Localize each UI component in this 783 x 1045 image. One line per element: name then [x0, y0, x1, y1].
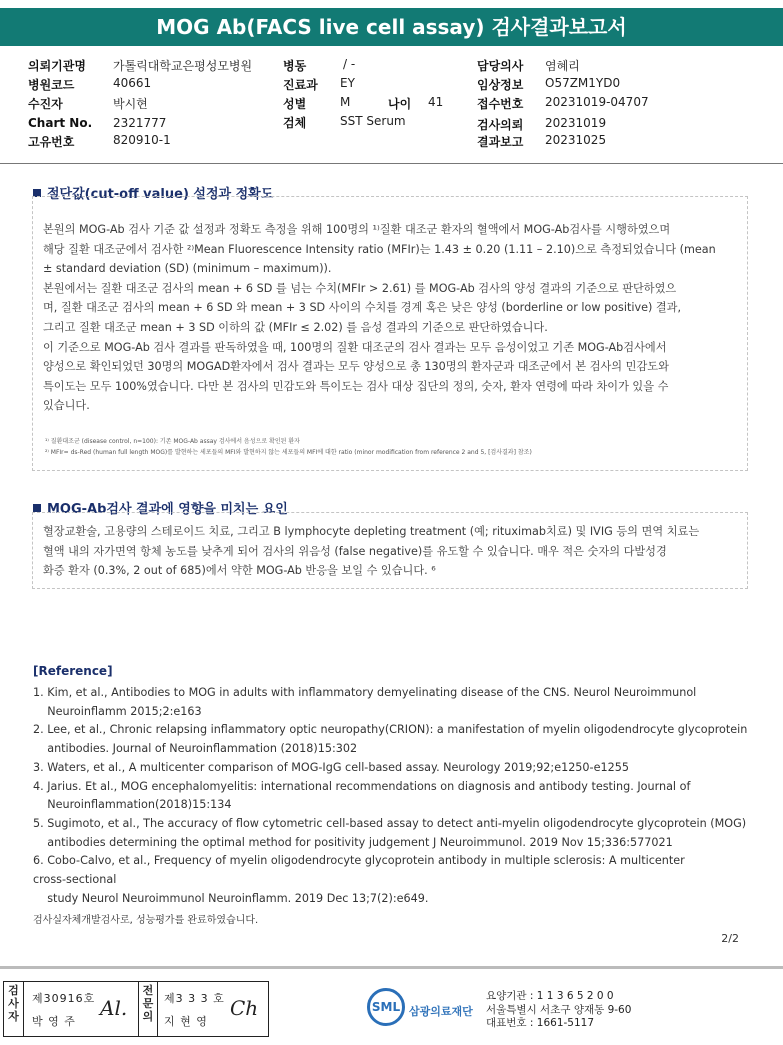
info-value: O57ZM1YD0 — [545, 76, 621, 90]
info-label: 임상정보 — [477, 78, 524, 92]
info-value: 20231019 — [545, 116, 607, 130]
square-bullet-icon — [33, 504, 41, 512]
info-label: 성별 — [283, 97, 307, 111]
info-label: 의뢰기관명 — [28, 59, 86, 73]
footnote: ¹⁾ 질환대조군 (disease control, n=100): 기존 MOG-Ab assay 검사에서 음성으로 확인된 환자 — [45, 438, 300, 445]
info-value: SST Serum — [340, 114, 406, 128]
reference-list: 1. Kim, et al., Antibodies to MOG in adults with inflammatory demyelinating disease of the CNS. Neurol Neuroimmunol Neuroinflamm 2015;2:e163 2. Lee, et al., Chronic relapsing inflammatory optic neuropathy(CRION): a manifestation of myelin oligodendrocyte glycoprotein antibodies. Journal of Neuroinflammation (2018)15:302 3. Waters, et al., A multicenter comparison of MOG-IgG cell-based assay. Neurology 2019;92;e1250-e1255 4. Jarius. Et al., MOG encephalomyelitis: international recommendations on diagnosis and antibody testing. Journal of Neuroinflammation(2018)15:134 5. Sugimoto, et al., The accuracy of flow cytometric cell-based assay to detect anti-myelin oligodendrocyte glycoprotein (MOG) antibodies determining the optimal method for positivity judgement J Neuroimmunol. 2019 Nov 15;336:577021 6. Cobo-Calvo, et al., Frequency of myelin oligodendrocyte glycoprotein antibody in multiple sclerosis: A multicenter cross-sectional study Neurol Neuroimmunol Neuroinflamm. 2019 Dec 13;7(2):e649. — [33, 686, 748, 905]
footnote: ²⁾ MFIr= ds-Red (human full length MOG)를 발현하는 세포들의 MFI와 발현하지 않는 세포들의 MFI에 대한 ratio (minor modification from reference 2 and 5, [검사결과] 참조) — [45, 449, 532, 456]
info-value: 40661 — [113, 76, 152, 90]
reference-title: [Reference] — [33, 664, 113, 678]
info-label: 고유번호 — [28, 135, 75, 149]
info-value: 2321777 — [113, 116, 167, 130]
info-value: 820910-1 — [113, 133, 171, 147]
tester-signature: Al. — [100, 996, 128, 1020]
info-label: 검체 — [283, 116, 307, 130]
info-value: 박시현 — [113, 97, 148, 111]
section-cutoff-text: 본원의 MOG-Ab 검사 기준 값 설정과 정확도 측정을 위해 100명의 ¹⁾질환 대조군 환자의 혈액에서 MOG-Ab검사를 시행하였으며 해당 질환 대조군에서 검사한 ²⁾Mean Fluorescence Intensity ratio (MFIr)는 1.43 ± 0.20 (1.11 – 2.10)으로 측정되었습니다 (mean ± standard deviation (SD) (minimum – maximum)). 본원에서는 질환 대조군 검사의 mean + 6 SD 를 넘는 수치(MFIr > 2.61) 를 MOG-Ab 검사의 양성 결과의 기준으로 판단하였으 며, 질환 대조군 검사의 mean + 6 SD 와 mean + 3 SD 사이의 수치를 경계 혹은 낮은 양성 (borderline or low positive) 결과, 그리고 질환 대조군 mean + 3 SD 이하의 값 (MFIr ≤ 2.02) 를 음성 결과의 기준으로 판단하였습니다. 이 기준으로 MOG-Ab 검사 결과를 판독하였을 때, 100명의 질환 대조군의 검사 결과는 모두 음성이었고 기존 MOG-Ab검사에서 양성으로 확인되었던 30명의 MOGAD환자에서 검사 결과는 모두 양성으로 총 130명의 환자군과 대조군에서 본 검사의 민감도와 특이도는 모두 100%였습니다. 다만 본 검사의 민감도와 특이도는 검사 대상 집단의 정의, 숫자, 환자 연령에 따라 차이가 있을 수 있습니다. — [43, 223, 716, 413]
specialist-signature: Ch — [230, 996, 259, 1020]
info-label: 접수번호 — [477, 97, 524, 111]
info-value: 20231019-04707 — [545, 95, 649, 109]
info-label: 결과보고 — [477, 135, 524, 149]
company-name: 삼광의료재단 — [409, 1005, 473, 1018]
info-value: M — [340, 95, 351, 109]
info-label: 수진자 — [28, 97, 63, 111]
info-value: 가톨릭대학교은평성모병원 — [113, 59, 253, 73]
tester-name: 박 영 주 — [32, 1015, 76, 1028]
info-value: / - — [343, 57, 356, 71]
info-label: 나이 — [388, 97, 412, 111]
company-contact: 요양기관 : 1 1 3 6 5 2 0 0 서울특별시 서초구 양재동 9-60 대표번호 : 1661-5117 — [486, 990, 632, 1029]
specialist-name: 지 현 영 — [164, 1015, 208, 1028]
signature-box — [3, 981, 269, 1037]
section-factors-title: MOG-Ab검사 결과에 영향을 미치는 요인 — [33, 498, 288, 517]
sml-logo-icon: SML — [367, 988, 405, 1026]
specialist-license: 제3 3 3 호 — [164, 992, 225, 1005]
info-value: 20231025 — [545, 133, 607, 147]
info-label: 담당의사 — [477, 59, 524, 73]
info-label: Chart No. — [28, 116, 93, 130]
page-number: 2/2 — [721, 932, 739, 945]
tester-license: 제30916호 — [32, 992, 96, 1005]
report-title: MOG Ab(FACS live cell assay) 검사결과보고서 — [0, 8, 783, 46]
info-label: 검사의뢰 — [477, 118, 524, 132]
validation-note: 검사실자체개발검사로, 성능평가를 완료하였습니다. — [33, 915, 259, 926]
footer-divider — [0, 966, 783, 969]
info-value: EY — [340, 76, 355, 90]
info-label: 진료과 — [283, 78, 318, 92]
info-value: 41 — [428, 95, 444, 109]
patient-info — [0, 52, 783, 152]
info-label: 병원코드 — [28, 78, 75, 92]
info-label: 병동 — [283, 59, 307, 73]
section-cutoff-title: 절단값(cut-off value) 설정과 정확도 — [33, 183, 273, 202]
tester-label: 검사자 — [4, 982, 24, 1036]
info-value: 염혜리 — [545, 59, 580, 73]
section-factors-text: 혈장교환술, 고용량의 스테로이드 치료, 그리고 B lymphocyte depleting treatment (예; rituximab치료) 및 IVIG 등의 면역 치료는 혈액 내의 자가면역 항체 농도를 낮추게 되어 검사의 위음성 (false negative)를 유도할 수 있습니다. 매우 적은 숫자의 다발성경 화증 환자 (0.3%, 2 out of 685)에서 약한 MOG-Ab 반응을 보일 수 있습니다. ⁶ — [43, 525, 700, 578]
divider — [0, 163, 783, 164]
specialist-label: 전문의 — [138, 982, 158, 1036]
